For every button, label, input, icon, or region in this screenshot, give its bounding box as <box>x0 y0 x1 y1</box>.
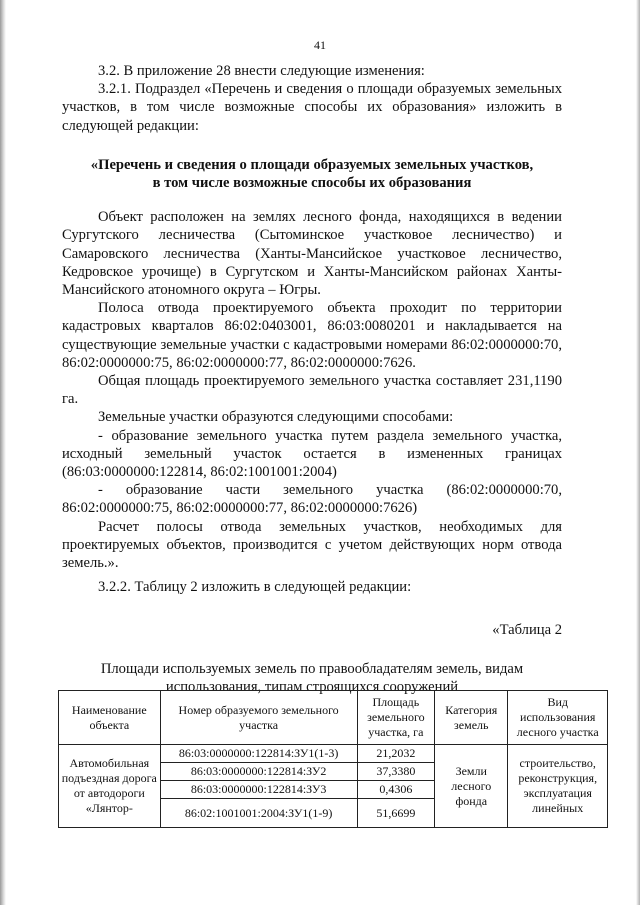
plot-number-cell: 86:03:0000000:122814:ЗУ2 <box>160 763 357 781</box>
forest-use-line: линейных <box>532 801 584 815</box>
body-paragraph-method-split: - образование земельного участка путем раздела земельного участка, исходный земельный участок остается в измененных границах (86:03:0000000:122814, 86:02:1001001:2004) <box>62 427 562 481</box>
object-name-line: «Лянтор- <box>85 801 133 815</box>
land-category-line: лесного <box>451 778 492 793</box>
page-number: 41 <box>314 38 326 52</box>
table-row <box>59 745 608 763</box>
plot-number-cell: 86:03:0000000:122814:ЗУ1(1-3) <box>160 745 357 763</box>
object-name-line: подъездная дорога <box>61 771 157 785</box>
plot-area-cell: 21,2032 <box>357 745 435 763</box>
plot-area-cell: 0,4306 <box>357 781 435 799</box>
plot-number-cell: 86:03:0000000:122814:ЗУ3 <box>160 781 357 799</box>
table-reference-paragraph: 3.2.2. Таблицу 2 изложить в следующей редакции: <box>98 579 412 596</box>
header-plot-number: Номер образуемого земельного участка <box>160 691 357 745</box>
body-paragraph-strip: Полоса отвода проектируемого объекта проходит по территории кадастровых кварталов 86:02:0403001, 86:03:0080201 и накладывается на существующие земельные участки с кадастровыми номерами 86:02:0000000:70, 86:02:0000000:75, 86:02:0000000:77, 86:02:0000000:7626. <box>62 300 562 371</box>
land-category-cell <box>435 745 508 828</box>
scan-right-edge <box>636 0 640 905</box>
forest-use-cell <box>508 745 608 828</box>
object-name-line: Автомобильная <box>69 756 150 770</box>
table-caption-line-2: использования, типам строящихся сооружений <box>165 678 459 695</box>
land-area-table <box>58 690 608 828</box>
object-name-cell <box>59 745 161 828</box>
body-paragraph-total-area: Общая площадь проектируемого земельного участка составляет 231,1190 га. <box>62 373 562 408</box>
forest-use-line: эксплуатация <box>523 786 592 800</box>
section-heading-line-1: «Перечень и сведения о площади образуемых земельных участков, <box>90 156 534 173</box>
table-label: «Таблица 2 <box>492 622 562 639</box>
body-paragraph-methods: Земельные участки образуются следующими способами: <box>98 409 454 426</box>
land-category-line: фонда <box>455 793 488 808</box>
table-caption-line-1: Площади используемых земель по правообладателям земель, видам <box>100 660 524 677</box>
section-heading-line-2: в том числе возможные способы их образования <box>152 175 472 192</box>
land-category-line: Земли <box>455 763 487 778</box>
plot-area-cell: 37,3380 <box>357 763 435 781</box>
intro-paragraph-2: 3.2.1. Подраздел «Перечень и сведения о площади образуемых земельных участков, в том числе возможные способы их образования» изложить в следующей редакции: <box>62 81 562 134</box>
object-name-line: от автодороги <box>73 786 145 800</box>
header-plot-area: Площадь земельного участка, га <box>357 691 435 745</box>
body-paragraph-location: Объект расположен на землях лесного фонда, находящихся в ведении Сургутского лесничества (Сытоминское участковое лесничество) и Самаровского лесничества (Ханты-Мансийское участковое лесничество, Кедровское урочище) в Сургутском и Ханты-Мансийском районах Ханты-Мансийского атономного округа – Югры. <box>62 209 562 299</box>
document-body <box>62 62 562 710</box>
intro-paragraph-1: 3.2. В приложение 28 внести следующие изменения: <box>98 63 425 79</box>
body-paragraph-method-part: - образование части земельного участка (86:02:0000000:70, 86:02:0000000:75, 86:02:0000000:77, 86:02:0000000:7626) <box>62 482 562 517</box>
section-heading <box>62 156 562 192</box>
header-land-category: Категория земель <box>435 691 508 745</box>
plot-number-cell: 86:02:1001001:2004:ЗУ1(1-9) <box>160 799 357 828</box>
plot-area-cell: 51,6699 <box>357 799 435 828</box>
forest-use-line: строительство, <box>519 756 596 770</box>
table-header-row <box>59 691 608 745</box>
header-object-name: Наименование объекта <box>59 691 161 745</box>
body-paragraph-calculation: Расчет полосы отвода земельных участков, необходимых для проектируемых объектов, производится с учетом действующих норм отвода земель.». <box>62 518 562 572</box>
forest-use-line: реконструкция, <box>518 771 598 785</box>
header-forest-use: Вид использования лесного участка <box>508 691 608 745</box>
scan-left-edge <box>0 0 6 905</box>
